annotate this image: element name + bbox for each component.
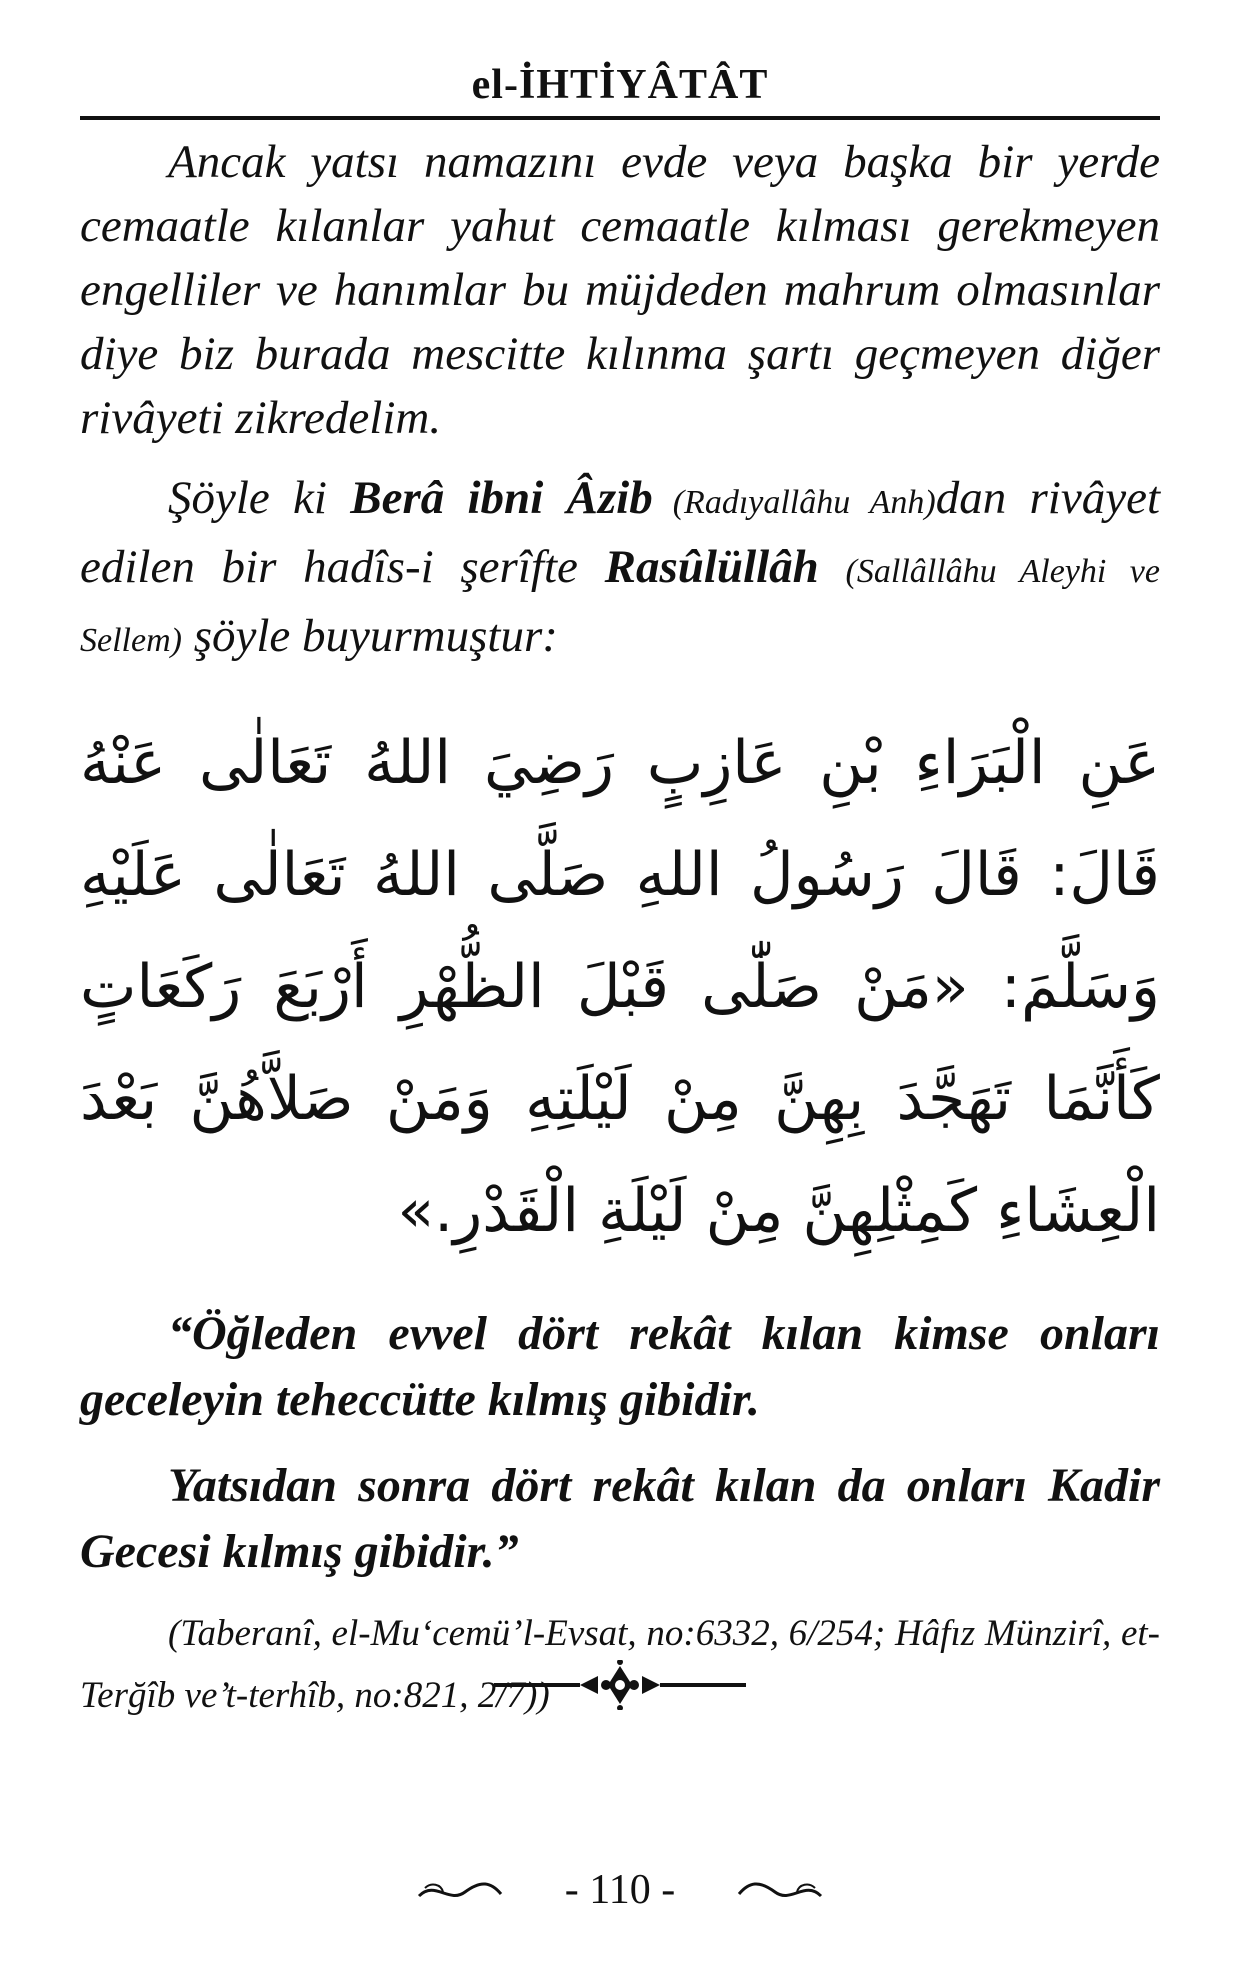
translation-line-1: “Öğleden evvel dört rekât kılan kimse onları geceleyin teheccütte kılmış gibidir. xyxy=(80,1307,1160,1426)
source-citation: (Taberanî, el-Mu‘cemü’l-Evsat, no:6332, 6/254; Hâfız Münzirî, et-Terğîb ve’t-terhîb, no:821, 2/7)) xyxy=(80,1613,1160,1716)
book-page xyxy=(80,40,1160,1920)
narration-paragraph xyxy=(80,466,1160,673)
ornament-divider-icon xyxy=(490,1660,750,1710)
narration-ending: şöyle buyurmuştur: xyxy=(181,610,558,662)
right-flourish-icon xyxy=(735,1870,825,1910)
page-footer xyxy=(80,1860,1160,1920)
narrator-honorific: (Radıyallâhu Anh) xyxy=(652,484,936,521)
narration-middle: dan rivâyet edilen bir hadîs-i şerîfte xyxy=(80,472,1161,593)
prophet-name: Rasûlüllâh xyxy=(604,541,819,593)
narration-intro: Şöyle ki xyxy=(168,472,351,524)
prophet-honorific: (Sallâllâhu Aleyhi ve Sellem) xyxy=(80,553,1160,659)
narrator-name: Berâ ibni Âzib xyxy=(350,472,653,524)
running-head: el-İHTİYÂTÂT xyxy=(471,62,769,108)
ornament-divider xyxy=(80,1660,1160,1720)
translation-line-2: Yatsıdan sonra dört rekât kılan da onları Kadir Gecesi kılmış gibidir.” xyxy=(80,1459,1160,1578)
intro-paragraph: Ancak yatsı namazını evde veya başka bir yerde cemaatle kılanlar yahut cemaatle kılması gerekmeyen engelliler ve hanımlar bu müjdeden mahrum olmasınlar diye biz burada mescitte kılınma şartı geçmeyen diğer rivâyeti zikredelim. xyxy=(80,136,1160,444)
header-rule xyxy=(80,116,1160,120)
left-flourish-icon xyxy=(415,1870,505,1910)
page-number: - 110 - xyxy=(564,1867,676,1913)
arabic-hadith-text: عَنِ الْبَرَاءِ بْنِ عَازِبٍ رَضِيَ اللهُ تَعَالٰى عَنْهُ قَالَ: قَالَ رَسُولُ اللهِ صَلَّى اللهُ تَعَالٰى عَلَيْهِ وَسَلَّمَ: «مَنْ صَلّٰى قَبْلَ الظُّهْرِ أَرْبَعَ رَكَعَاتٍ كَأَنَّمَا تَهَجَّدَ بِهِنَّ مِنْ لَيْلَتِهِ وَمَنْ صَلاَّهُنَّ بَعْدَ الْعِشَاءِ كَمِثْلِهِنَّ مِنْ لَيْلَةِ الْقَدْرِ.» xyxy=(80,728,1160,1246)
